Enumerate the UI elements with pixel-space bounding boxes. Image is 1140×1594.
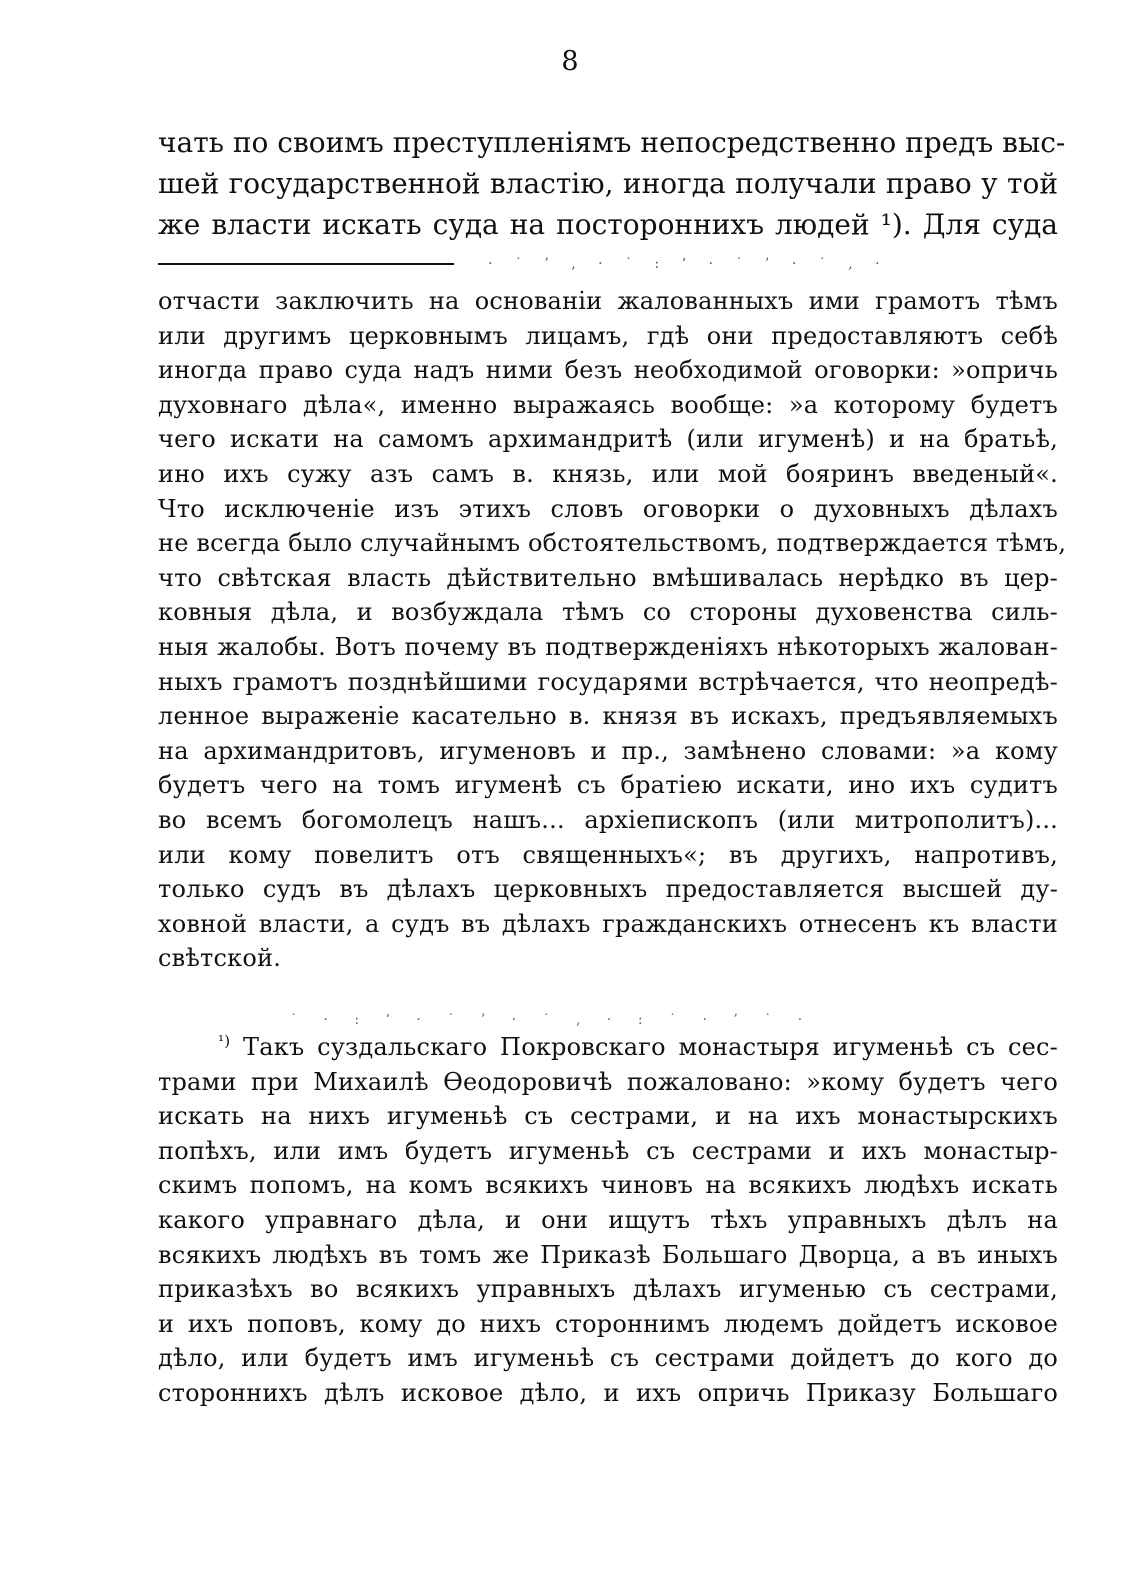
footnote-line: ино ихъ сужу азъ самъ в. князь, или мой бояринъ введеный«. <box>158 459 1058 488</box>
footnote-line-text: Такъ суздальскаго Покровскаго монастыря игуменьѣ съ сес- <box>243 1033 1058 1061</box>
main-text-line: же власти искать суда на постороннихъ людей ¹). Для суда <box>158 208 1058 241</box>
footnote-line: скимъ попомъ, на комъ всякихъ чиновъ на всякихъ людѣхъ искать <box>158 1171 1058 1200</box>
footnote-line: отчасти заключить на основаніи жалованныхъ ими грамотъ тѣмъ <box>158 287 1058 315</box>
bleed-through-speckle: ˙ · : ‘ · ˙ ’ · ˙ ‚ · : ˙ · ’ ˙ · <box>290 1012 814 1028</box>
footnote-line: Что исключеніе изъ этихъ словъ оговорки о духовныхъ дѣлахъ <box>158 494 1058 523</box>
footnote-line: ховной власти, а судъ въ дѣлахъ гражданскихъ отнесенъ къ власти <box>158 909 1058 938</box>
footnote-line: попѣхъ, или имъ будетъ игуменьѣ съ сестрами и ихъ монастыр- <box>158 1136 1058 1165</box>
footnote-line: ленное выраженіе касательно в. князя въ искахъ, предъявляемыхъ <box>158 702 1058 731</box>
footnote-line: свѣтской. <box>158 944 282 973</box>
footnote-line: искать на нихъ игуменьѣ съ сестрами, и на ихъ монастырскихъ <box>158 1102 1058 1131</box>
footnote-line: ковныя дѣла, и возбуждала тѣмъ со стороны духовенства силь- <box>158 598 1058 627</box>
bleed-through-speckle: · ˙ ’ ‚ · ˙ : ‘ · ˙ ’ · ˙ ‚ · <box>488 256 889 272</box>
main-text-block <box>158 122 1066 245</box>
footnote-line: во всемъ богомолецъ нашъ... архіепископъ (или митрополитъ)... <box>158 805 1058 834</box>
footnote-line: только судъ въ дѣлахъ церковныхъ предоставляется высшей ду- <box>158 875 1058 904</box>
footnote-line: чего искати на самомъ архимандритѣ (или игуменѣ) и на братьѣ, <box>158 425 1058 454</box>
main-text-line: чать по своимъ преступленіямъ непосредственно предъ выс- <box>158 126 1066 159</box>
footnote-line: иногда право суда надъ ними безъ необходимой оговорки: »опричь <box>158 356 1058 385</box>
footnote-line: будетъ чего на томъ игуменѣ съ братіею искати, ино ихъ судитъ <box>158 771 1058 800</box>
footnote-line: на архимандритовъ, игуменовъ и пр., замѣнено словами: »а кому <box>158 736 1058 765</box>
footnote-line: ныхъ грамотъ позднѣйшими государями встрѣчается, что неопредѣ- <box>158 667 1058 696</box>
main-text-line: шей государственной властію, иногда получали право у той <box>158 167 1058 200</box>
footnote-line: или кому повелитъ отъ священныхъ«; въ другихъ, напротивъ, <box>158 840 1058 869</box>
footnote-line: ныя жалобы. Вотъ почему въ подтвержденіяхъ нѣкоторыхъ жалован- <box>158 632 1058 661</box>
footnote-line: трами при Михаилѣ Ѳеодоровичѣ пожаловано: »кому будетъ чего <box>158 1067 1058 1096</box>
footnote-block-1 <box>158 1030 1058 1411</box>
footnote-line: или другимъ церковнымъ лицамъ, гдѣ они предоставляютъ себѣ <box>158 321 1058 350</box>
footnote-line: и ихъ поповъ, кому до нихъ стороннимъ людемъ дойдетъ исковое <box>158 1309 1058 1338</box>
footnote-separator-row <box>158 252 1058 276</box>
footnote-separator-rule <box>158 263 454 265</box>
footnote-line: приказѣхъ во всякихъ управныхъ дѣлахъ игуменью съ сестрами, <box>158 1275 1058 1304</box>
footnote-block-continued <box>158 284 1067 976</box>
footnote-line: не всегда было случайнымъ обстоятельствомъ, подтверждается тѣмъ, <box>158 529 1067 558</box>
page-number: 8 <box>561 46 579 77</box>
footnote-line: дѣло, или будетъ имъ игуменьѣ съ сестрами дойдетъ до кого до <box>158 1344 1058 1373</box>
footnote-line: стороннихъ дѣлъ исковое дѣло, и ихъ опричь Приказу Большаго <box>158 1378 1058 1407</box>
footnote-marker: ¹) <box>218 1032 231 1050</box>
footnote-line: духовнаго дѣла«, именно выражаясь вообще: »а которому будетъ <box>158 390 1058 419</box>
footnote-line: что свѣтская власть дѣйствительно вмѣшивалась нерѣдко въ цер- <box>158 563 1058 592</box>
footnote-line: какого управнаго дѣла, и они ищутъ тѣхъ управныхъ дѣлъ на <box>158 1205 1058 1234</box>
footnote-line <box>158 1030 1058 1065</box>
footnote-line: всякихъ людѣхъ въ томъ же Приказѣ Большаго Дворца, а въ иныхъ <box>158 1240 1058 1269</box>
